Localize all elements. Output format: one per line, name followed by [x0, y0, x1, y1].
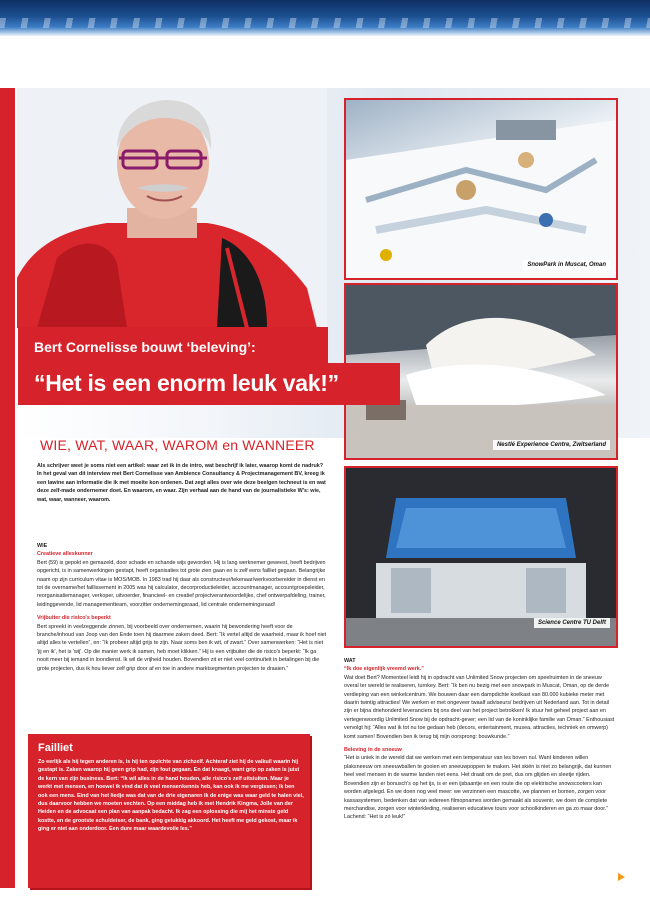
wie-heading-2: Vrijbuiter die risico's beperkt — [37, 615, 111, 622]
failliet-text: Zo eerlijk als hij tegen anderen is, is hij ten opzichte van zichzelf. Achteraf ziet hij de valkuil waarin hij gestapt is. Zaken waarop hij geen grip had, zijn fout gegaan. En dat knaagt, want grip op zaken is juist de kern van zijn business. Bert: “Ik wil alles in de hand houden, alle risico's zelf uitsluiten. Maar je werkt met mensen, en hoewel ik vind dat ik veel mensenkennis heb, kan ook ik me vergissen; ik ben ook een mens. Eind van het liedje was dat van de drie eigenaren ik de enige was waar geld te halen viel, dus daarvoor hebben we moeten vechten. Op een middag heb ik met Hendrik Kingma, Jolle van der Heiden en de advocaat een plan van aanpak bedacht. Ik zag een oplossing die mij het minste geld kostte, en de grootste schuldeiser, de bank, ging gelukkig akkoord. Het heeft me geld gekost, maar ik ging er niet aan onderdoor. Een dure maar waardevolle les.” — [38, 759, 304, 833]
wat-section — [344, 657, 616, 827]
intro-paragraph: Als schrijver weet je soms niet een artikel: waar zet ik in de intro, wat beschrijf ik later, waarop komt de nadruk? In het geval van dit interview met Bert Cornelisse van Ambience Consultancy & Projectmanagement BV, kreeg ik een lawine aan informatie die ik met moeite kon ordenen. Dat zegt alles over wie deze beelgen techneut is en wat deze zelf-made ondernemer doet. En waarom, en waar. Zijn verhaal aan de hand van de journalistieke W's: wie, wat, waar, wanneer, waarom. — [37, 463, 326, 503]
wie-heading-1: Creatieve alleskunner — [37, 551, 93, 558]
photo-caption: Nestlé Experience Centre, Zwitserland — [493, 440, 610, 450]
portrait-illustration — [17, 88, 327, 328]
left-red-bar — [0, 88, 15, 888]
top-banner — [0, 0, 650, 36]
photo-caption: Science Centre TU Delft — [534, 618, 610, 628]
wat-heading-2: Beleving in de sneeuw — [344, 747, 402, 754]
section-heading: WIE, WAT, WAAR, WAROM en WANNEER — [40, 437, 315, 453]
portrait-photo — [17, 88, 327, 328]
photo-science-centre — [344, 466, 618, 648]
snowpark-illustration — [346, 100, 616, 278]
failliet-box — [28, 734, 310, 888]
wat-label: WAT — [344, 658, 356, 664]
wie-label: WIE — [37, 543, 48, 549]
wat-text-1: Wat doet Bert? Momenteel leidt hij in opdracht van Unlimited Snow projecten om speelruimten in de sneeuw overal ter wereld te realiseren, turnkey. Bert: “Ik ben nu bezig met een snowpark in Muscat, Oman, op de derde verdieping van een winkelcentrum. We bouwen daar een dampdichte koelkast van 80.000 kubieke meter met daarin twintig attracties! We werken er met ongeveer twaalf adviseurs/ bedrijven uit Nederland aan. Tot in detail zijn er bijna driehonderd leveranciers bij ons deel van het project betrokken! Ik stuur het geheel project aan en vertegenwoordig Unlimited Snow bij de opdracht-gever; een lid van de koninklijke familie van Oman.” Enthousiast vervolgt hij: “Alles wat ik tot nu toe gedaan heb (decors, entertainment, musea, attracties, techniek en omwerp) komt samen! Bovendien ben ik terug bij mijn oorsprong: bouwkunde.” — [344, 674, 615, 740]
photo-caption: SnowPark in Muscat, Oman — [523, 260, 610, 270]
wat-text-2: “Het is uniek in de wereld dat we werken met een temperatuur van les boven nul. Want kinderen willen plaksneeuw om sneeuwballen te gooien en sneeuwpoppen te maken. Het skiën is niet zo belangrijk, dat kunnen heel veel mensen in de warme landen niet eens. Het draait om de pret, dus om glijden en sleetje rijden. Bovendien zijn er bonusch's op het ijs, is er een ijsbaantje en een route die op elektrische snowscooters kan worden afgelegd. En we doen nog veel meer: we verzinnen een mascotte, we plannen er bomen, zorgen voor kassasystemen, bedenken dat van iedereen filmopnames worden gemaakt als souvenir, we doen de complete merchandise, zorgen voor winterkleding, realiseren educatieve tours voor schoolkinderen en ga zo maar door.” Lachend: “Het is zó leuk!” — [344, 755, 612, 821]
wie-text-2: Bert spreekt in veelzeggende zinnen, bij voorbeeld over ondernemen, waarin hij bewondering heeft voor de branche/inhoud van Joop van den Ende toen hij daarmee zaken deed. Bert: “Ik vertel altijd de waarheid, maar ik hoef niet altijd alles te vertellen”, en: “Ik probeer altijd grijs te zijn. Naar soms ben ik wit, of zwart.” Over samenwerken: “Het is niet 'jij en ik', het is 'wij'. Op die manier werk ik samen, heb moet klikken.” Hij is een vrijbuiter die de risico's beperkt: “Ik ga nooit meer bij iemand in loondienst. Ik wil de vrijheid houden. Bovendien zit er niet veel continuïteit in betalingen bij die grote projecten, dus ik hou liever zelf grip door af en toe in andere marktsegmenten projecten te draaien.” — [37, 623, 327, 672]
photo-snowpark — [344, 98, 618, 280]
wie-section — [37, 542, 327, 678]
article-title: “Het is een enorm leuk vak!” — [34, 370, 339, 396]
failliet-heading: Failliet — [38, 742, 73, 754]
article-subtitle: Bert Cornelisse bouwt ‘beleving’: — [34, 339, 256, 355]
wat-heading-1: “Ik doe eigenlijk vreemd werk.” — [344, 666, 424, 673]
next-page-arrow-icon — [618, 873, 625, 881]
wie-text-1: Bert (59) is gepokt en gemazeld, door schade en schande wijs geworden. Hij is lang werknemer geweest, heeft bedrijven opgericht, is in samenwerkingen gestapt, heeft organisaties tot grote zien gaan en is zelf eens failliet gegaan. Belangrijke naam op zijn curriculum vitae is MOS/MOB. In 1983 trad hij daar als constructeur/tekenaar/werkvoorbereider in dienst en tot de overname/het faillissement in 2005 was hij calculator, decorproductieleider, accountmanager, accountgroepsleider, reorganisatiemanager, verkoper, uitvoerder, financieel- en creatief projectverantwoordelijke, chef ontwerpafdeling, trainer, leidinggevende, lid managementteam, voorzitter ondernemingsraad, lid centrale ondernemingsraad! — [37, 559, 326, 608]
